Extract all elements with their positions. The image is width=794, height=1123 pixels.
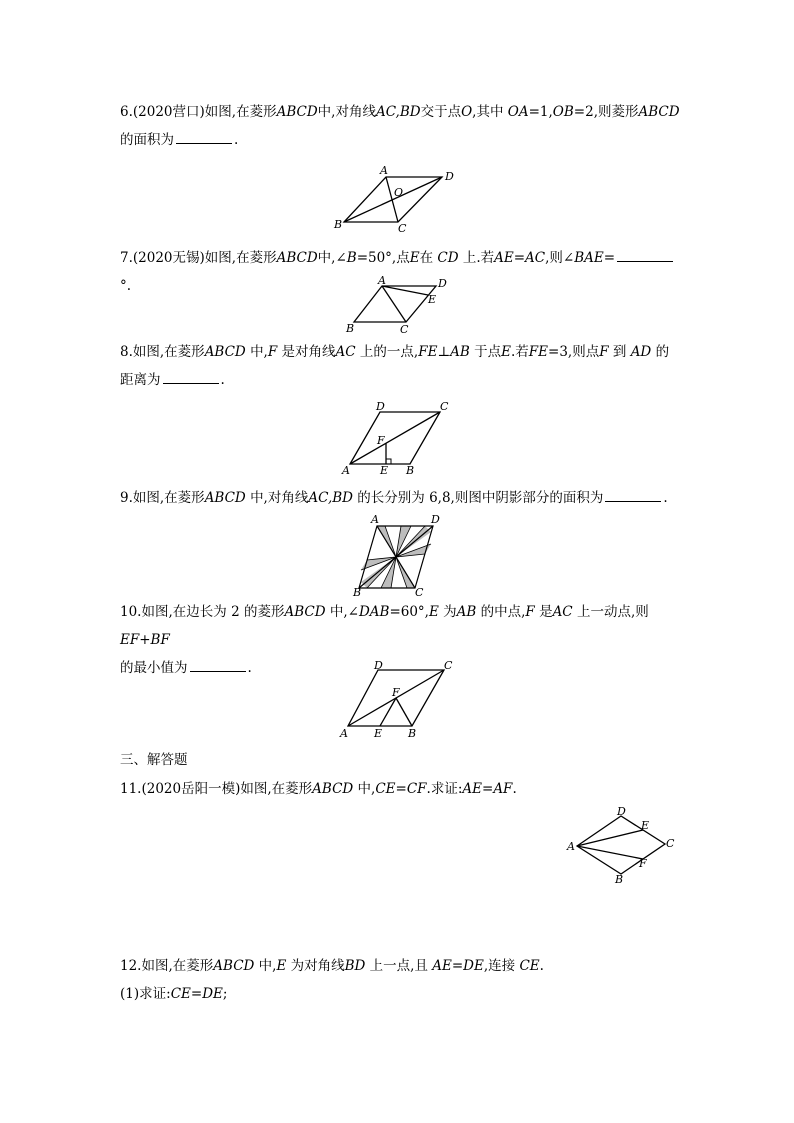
label-d: D [617, 805, 626, 818]
segment-ae [382, 286, 428, 295]
label-e: E [374, 727, 383, 740]
question-12: 12.如图,在菱形ABCD 中,E 为对角线BD 上一点,且 AE=DE,连接 CE. (1)求证:CE=DE; [120, 958, 544, 1002]
label-f: F [392, 686, 400, 699]
diagonal-bd [344, 177, 442, 222]
segment-ae [577, 830, 643, 846]
label-b: B [406, 464, 415, 477]
figure-q6 [330, 160, 470, 235]
label-a: A [342, 464, 350, 477]
label-c: C [666, 837, 675, 850]
figure-q8 [340, 400, 460, 480]
question-8: 8.如图,在菱形ABCD 中,F 是对角线AC 上的一点,FE⊥AB 于点E.若FE=3,则点F 到 AD 的距离为 . [120, 344, 670, 388]
label-a: A [371, 513, 379, 526]
label-b: B [408, 727, 417, 740]
label-e: E [380, 464, 389, 477]
label-f: F [377, 434, 385, 447]
label-b: B [615, 873, 624, 886]
label-d: D [431, 513, 440, 526]
figure-q11 [563, 804, 683, 886]
answer-blank[interactable] [617, 247, 673, 262]
label-d: D [445, 170, 454, 183]
label-a: A [380, 164, 388, 177]
question-10: 10.如图,在边长为 2 的菱形ABCD 中,∠DAB=60°,E 为AB 的中点,F 是AC 上一动点,则 EF+BF 的最小值为 . [120, 604, 649, 676]
label-d: D [374, 660, 383, 672]
label-b: B [353, 586, 362, 596]
rhombus-abcd [577, 816, 665, 874]
figure-q9 [345, 512, 455, 596]
label-e: E [641, 819, 650, 832]
answer-blank[interactable] [190, 657, 246, 672]
question-6: 6.(2020营口)如图,在菱形ABCD中,对角线AC,BD交于点O,其中 OA=1,OB=2,则菱形ABCD 的面积为 . [120, 104, 680, 148]
answer-blank[interactable] [605, 487, 661, 502]
label-a: A [340, 727, 348, 740]
label-c: C [400, 323, 409, 336]
label-a: A [567, 840, 575, 853]
section-heading: 三、解答题 [120, 752, 188, 768]
label-c: C [398, 222, 407, 235]
figure-q10 [338, 660, 462, 740]
label-b: B [334, 218, 343, 231]
label-e: E [428, 293, 437, 306]
figure-q7 [340, 274, 460, 336]
label-c: C [444, 660, 453, 672]
question-11: 11.(2020岳阳一模)如图,在菱形ABCD 中,CE=CF.求证:AE=AF. [120, 781, 517, 797]
answer-blank[interactable] [176, 129, 232, 144]
segment-fb [396, 698, 412, 726]
label-f: F [639, 857, 647, 870]
rhombus-abcd [354, 286, 436, 322]
label-a: A [378, 274, 386, 287]
question-7: 7.(2020无锡)如图,在菱形ABCD中,∠B=50°,点E在 CD 上.若AE=AC,则∠BAE=°. [120, 244, 680, 300]
segment-ac [382, 286, 406, 322]
diagonal-ac [350, 412, 440, 464]
label-o: O [394, 186, 404, 199]
label-d: D [376, 400, 385, 413]
answer-blank[interactable] [163, 369, 219, 384]
label-c: C [415, 586, 424, 596]
label-d: D [438, 277, 447, 290]
label-b: B [346, 322, 355, 335]
question-9: 9.如图,在菱形ABCD 中,对角线AC,BD 的长分别为 6,8,则图中阴影部分的面积为 . [120, 484, 680, 512]
label-c: C [440, 400, 449, 413]
